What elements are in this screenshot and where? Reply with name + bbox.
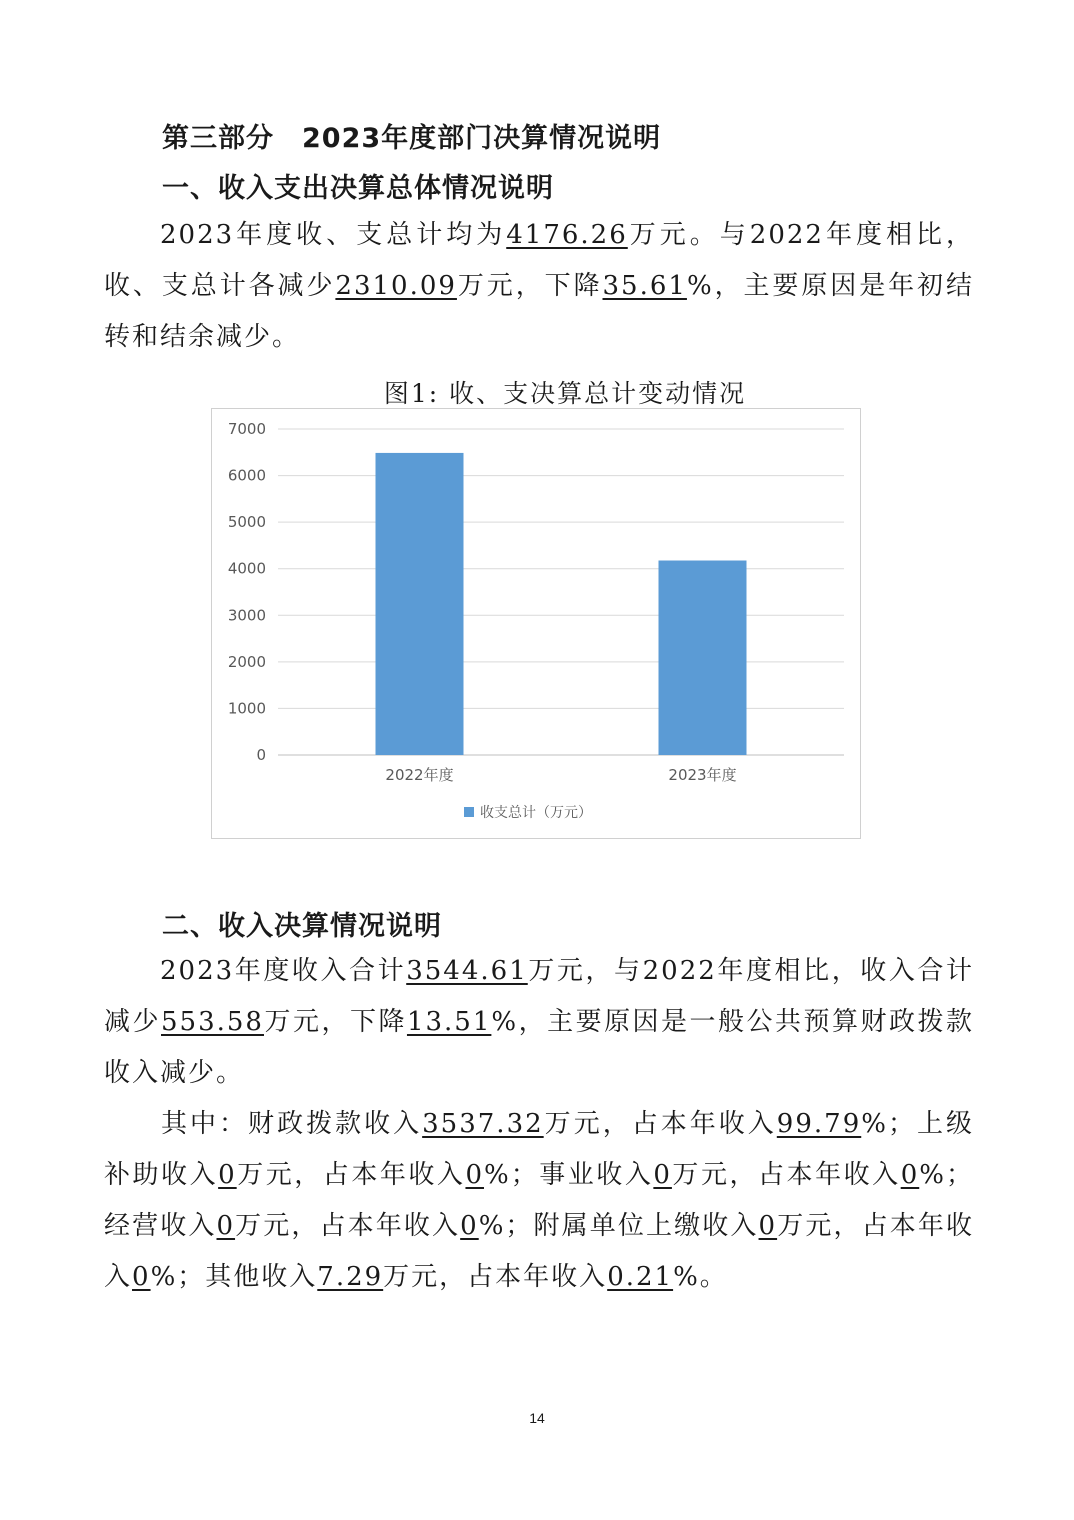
text: 万元，占本年收入 <box>543 1109 777 1139</box>
value: 3537.32 <box>422 1109 544 1139</box>
text: %；事业收入 <box>484 1160 654 1190</box>
bar <box>659 561 747 755</box>
value: 0 <box>465 1160 484 1190</box>
text: 2023年度收入合计 <box>160 956 407 986</box>
text: 万元，占本年收入 <box>104 1211 974 1292</box>
value: 0 <box>758 1211 778 1241</box>
value: 0 <box>460 1211 479 1241</box>
text: %；其他收入 <box>150 1262 318 1292</box>
text: %；附属单位上缴收入 <box>478 1211 759 1241</box>
text: 万元，占本年收入 <box>236 1160 466 1190</box>
legend-swatch <box>464 807 474 817</box>
text: %。 <box>673 1262 728 1292</box>
bar-chart <box>211 408 861 839</box>
value: 0.21 <box>607 1262 674 1292</box>
heading-2: 二、收入决算情况说明 <box>162 911 442 942</box>
value: 0 <box>216 1211 236 1241</box>
text: 万元，下降 <box>263 1007 407 1037</box>
y-tick-label: 4000 <box>227 559 266 578</box>
x-tick-label: 2022年度 <box>385 766 454 784</box>
figure-caption: 图1: 收、支决算总计变动情况 <box>383 379 747 408</box>
value: 99.79 <box>776 1109 862 1139</box>
value-percent: 35.61 <box>602 271 687 301</box>
text: 万元，占本年收入 <box>671 1160 901 1190</box>
text: 2023年度收、支总计均为 <box>160 220 507 250</box>
y-tick-label: 6000 <box>227 466 266 485</box>
text: %，主要原因是一般公共预算财政拨款收入减少。 <box>104 1007 974 1088</box>
chart-canvas <box>212 409 862 840</box>
text: 万元，占本年收入 <box>235 1211 461 1241</box>
value: 0 <box>653 1160 672 1190</box>
y-tick-label: 0 <box>256 746 266 764</box>
text: 万元，下降 <box>456 271 603 301</box>
value: 13.51 <box>406 1007 492 1037</box>
paragraph-3 <box>104 1099 974 1303</box>
x-tick-label: 2023年度 <box>668 766 737 784</box>
paragraph-2 <box>104 946 974 1099</box>
text: 万元。与2022年度相比，收、支总计各减少 <box>104 220 974 301</box>
value: 0 <box>132 1262 151 1292</box>
legend-label: 收支总计（万元） <box>480 805 592 821</box>
value: 3544.61 <box>406 956 528 986</box>
y-tick-label: 2000 <box>227 652 266 671</box>
value: 0 <box>218 1160 237 1190</box>
bar <box>376 453 464 755</box>
y-tick-label: 7000 <box>227 420 266 438</box>
value-total: 4176.26 <box>506 220 628 250</box>
text: 万元，占本年收入 <box>383 1262 608 1292</box>
text: %；经营收入 <box>104 1160 974 1241</box>
text: %；上级补助收入 <box>104 1109 974 1190</box>
text: %，主要原因是年初结转和结余减少。 <box>104 271 974 352</box>
section-title: 第三部分 2023年度部门决算情况说明 <box>162 123 662 154</box>
y-tick-label: 3000 <box>227 606 266 625</box>
text: 万元，与2022年度相比，收入合计减少 <box>104 956 975 1037</box>
paragraph-1 <box>104 210 974 363</box>
value-decrease: 2310.09 <box>335 271 457 301</box>
value: 0 <box>900 1160 920 1190</box>
y-tick-label: 1000 <box>227 699 266 718</box>
heading-1: 一、收入支出决算总体情况说明 <box>162 173 554 204</box>
page-number: 14 <box>529 1410 545 1426</box>
text: 其中：财政拨款收入 <box>160 1109 423 1139</box>
value: 7.29 <box>317 1262 384 1292</box>
value: 553.58 <box>161 1007 264 1037</box>
y-tick-label: 5000 <box>227 513 266 532</box>
